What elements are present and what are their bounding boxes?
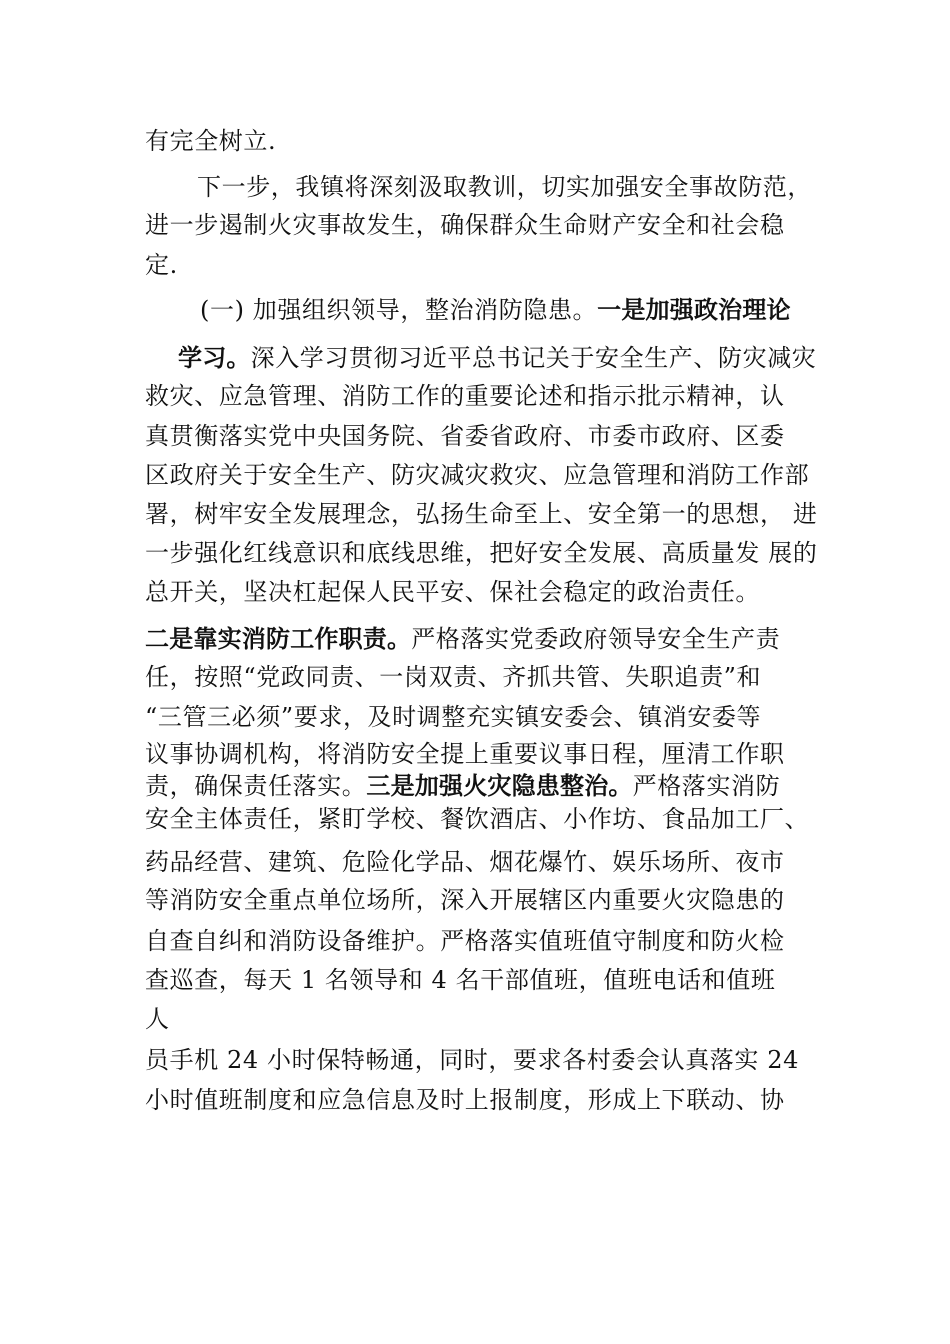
text-run: 区政府关于安全生产、防灾减灾救灾、应急管理和消防工作部 [145, 461, 810, 489]
text-line [145, 459, 809, 491]
text-run: 深入学习贯彻习近平总书记关于安全生产、防灾减灾 [250, 344, 817, 372]
text-line [145, 380, 785, 412]
text-line [145, 125, 276, 157]
text-run: 真贯衡落实党中央国务院、省委省政府、市委市政府、区委 [145, 422, 785, 450]
text-run: 严格落实消防 [632, 772, 781, 800]
bold-heading: 三是加强火灾隐患整治。 [366, 772, 633, 800]
bold-heading: 一是加强政治理论 [597, 296, 791, 324]
text-run: 定. [145, 251, 178, 279]
text-line [145, 623, 780, 655]
text-run: 自查自纠和消防设备维护。严格落实值班值守制度和防火检 [145, 927, 785, 955]
text-line [197, 171, 812, 203]
text-line [145, 701, 761, 733]
text-run: 下一步，我镇将深刻汲取教训，切实加强安全事故防范， [197, 173, 812, 201]
text-run: 一步强化红线意识和底线思维，把好安全发展、高质量发 展的 [145, 539, 818, 567]
text-line [145, 1044, 799, 1076]
bold-heading: 学习。 [178, 344, 251, 372]
text-run: 员手机 24 小时保特畅通，同时，要求各村委会认真落实 24 [145, 1046, 799, 1074]
text-run: 任，按照“党政同责、一岗双责、齐抓共管、失职追责”和 [145, 663, 762, 691]
text-run: 有完全树立. [145, 127, 277, 155]
text-line [145, 846, 785, 878]
text-run: 严格落实党委政府领导安全生产责 [411, 625, 781, 653]
text-run: 查巡查，每天 1 名领导和 4 名干部值班，值班电话和值班 [145, 966, 776, 994]
text-line [145, 420, 785, 452]
text-run: 进一步遏制火灾事故发生，确保群众生命财产安全和社会稳 [145, 211, 785, 239]
text-line [178, 342, 816, 374]
text-run: 议事协调机构，将消防安全提上重要议事日程，厘清工作职 [145, 740, 785, 768]
text-run: 救灾、应急管理、消防工作的重要论述和指示批示精神，认 [145, 382, 785, 410]
text-line [145, 770, 780, 802]
text-run: 小时值班制度和应急信息及时上报制度，形成上下联动、协 [145, 1086, 785, 1114]
text-line [145, 803, 809, 835]
text-line [145, 925, 785, 957]
text-run: 责，确保责任落实。 [145, 772, 367, 800]
section-heading: (一) 加强组织领导，整治消防隐患。 [200, 296, 598, 324]
text-line [145, 537, 817, 569]
text-run: 药品经营、建筑、危险化学品、烟花爆竹、娱乐场所、夜市 [145, 848, 785, 876]
text-line [200, 294, 791, 326]
text-run: 安全主体责任，紧盯学校、餐饮酒店、小作坊、食品加工厂、 [145, 805, 810, 833]
text-line [145, 738, 785, 770]
text-line [145, 209, 785, 241]
text-run: 署，树牢安全发展理念，弘扬生命至上、安全第一的思想， 进 [145, 500, 818, 528]
text-run: 总开关，坚决杠起保人民平安、保社会稳定的政治责任。 [145, 578, 760, 606]
text-line [145, 249, 178, 281]
text-run: 人 [145, 1005, 170, 1033]
bold-heading: 二是靠实消防工作职责。 [145, 625, 412, 653]
text-line [145, 661, 761, 693]
text-line [145, 964, 775, 996]
text-run: “三管三必须”要求，及时调整充实镇安委会、镇消安委等 [145, 703, 762, 731]
text-line [145, 498, 817, 530]
text-line [145, 884, 785, 916]
text-line [145, 1003, 170, 1035]
text-run: 等消防安全重点单位场所，深入开展辖区内重要火灾隐患的 [145, 886, 785, 914]
text-line [145, 1084, 785, 1116]
text-line [145, 576, 760, 608]
